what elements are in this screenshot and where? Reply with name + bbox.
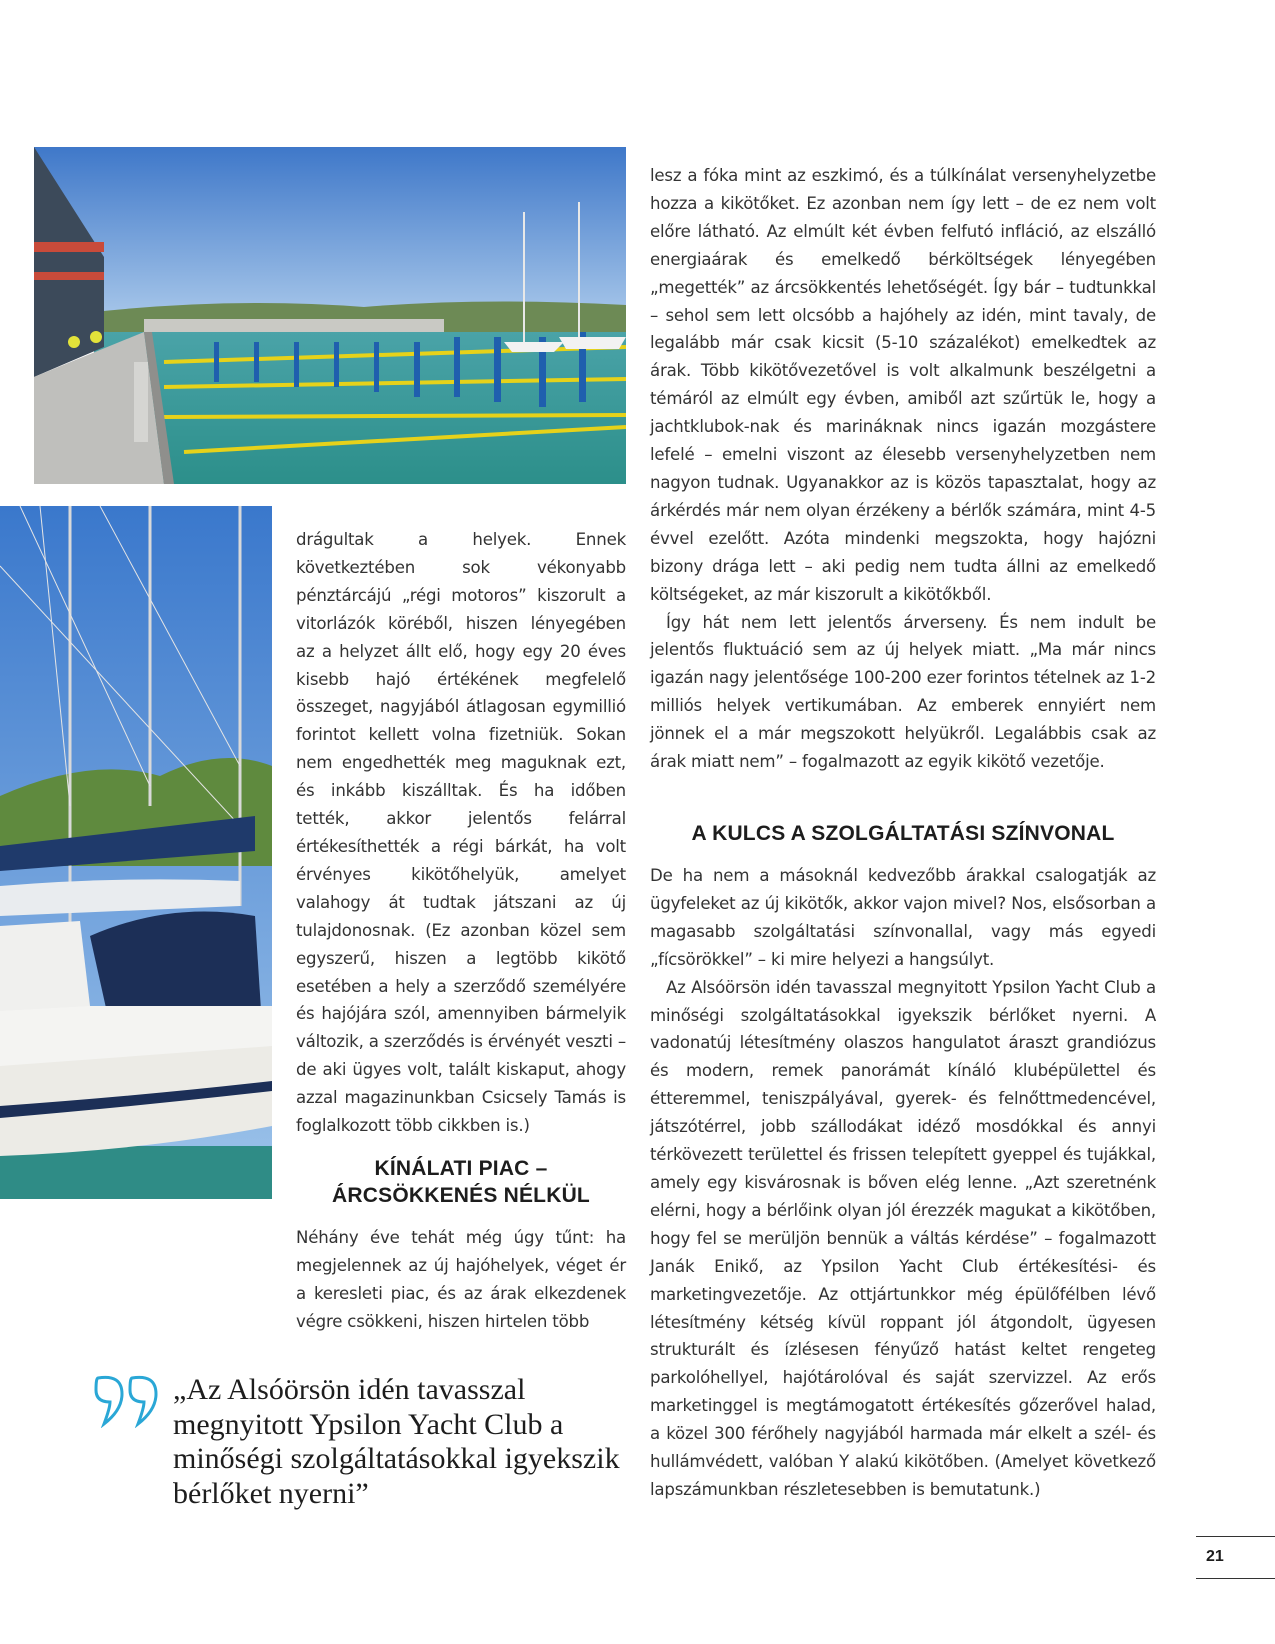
body-paragraph: De ha nem a másoknál kedvezőbb árakkal csalogatják az ügyfeleket az új kikötők, akkor vajon mivel? Nos, elsősorban a magasabb szolgáltatási színvonallal, vagy más egyedi „fícsörökkel” – ki mire helyezi a hangsúlyt.: [650, 866, 1156, 969]
heading-line: KÍNÁLATI PIAC –: [374, 1157, 548, 1180]
pull-quote: „Az Alsóörsön idén tavasszal megnyitott Ypsilon Yacht Club a minőségi szolgáltatásokkal igyekszik bérlőket nyerni”: [173, 1373, 620, 1510]
page-number-rule: [1196, 1578, 1275, 1579]
article-column-middle: [296, 526, 626, 1140]
marina-photo: [34, 147, 626, 484]
body-paragraph: Néhány éve tehát még úgy tűnt: ha megjelennek az új hajóhelyek, véget ér a keresleti piac, és az árak elkezdenek végre csökkeni, hiszen hirtelen több: [296, 1228, 626, 1331]
quote-mark-icon: [92, 1372, 164, 1428]
article-column-middle-lower: [296, 1224, 626, 1336]
page-number: 21: [1206, 1548, 1224, 1565]
body-paragraph: lesz a fóka mint az eszkimó, és a túlkínálat versenyhelyzetbe hozza a kikötőket. Ez azonban nem így lett – de ez nem volt előre látható. Az elmúlt két évben felfutó infláció, az elszálló energiaárak és emelkedő bérköltségek lényegében „megették” az árcsökkentés lehetőségét. Így bár – tudtunkkal – sehol sem lett olcsóbb a hajóhely az idén, mint tavaly, de legalább már csak kicsit (5-10 százalékot) emelkedtek az árak. Több kikötővezetővel is volt alkalmunk beszélgetni a témáról az elmúlt egy évben, amiből azt szűrtük le, hogy a jachtklubok-nak és marináknak nincs igazán mozgástere lefelé – emelni viszont az élesebb versenyhelyzetben nem nagyon tudnak. Ugyanakkor az is közös tapasztalat, hogy az árkérdés már nem olyan érzékeny a bérlők számára, mint 4-5 évvel ezelőtt. Azóta mindenki megszokta, hogy hajózni bizony drága lett – aki pedig nem tudta állni az emelkedő költségeket, az már kiszorult a kikötőkből.: [650, 166, 1156, 604]
body-paragraph: drágultak a helyek. Ennek következtében sok vékonyabb pénztárcájú „régi motoros” kiszorult a vitorlázók köréből, hiszen lényegében az a helyzet állt elő, hogy egy 20 éves kisebb hajó értékének megfelelő összeget, nagyjából átlagosan egymillió forintot kellett volna fizetniük. Sokan nem engedhették meg maguknak ezt, és inkább kiszálltak. És ha időben tették, akkor jelentős felárral értékesíthették a régi bárkát, ha volt érvényes kikötőhelyük, amelyet valahogy át tudtak játszani az új tulajdonosnak. (Ez azonban közel sem egyszerű, hiszen a legtöbb kikötő esetében a hely a szerződő személyére és hajójára szól, amennyiben bármelyik változik, a szerződés is érvényét veszti – de aki ügyes volt, talált kiskaput, ahogy azzal magazinunkban Csicsely Tamás is foglalkozott több cikkben is.): [296, 530, 626, 1136]
page-number-rule: [1196, 1536, 1275, 1537]
article-column-right-lower: [650, 862, 1156, 1504]
section-heading-szolgaltatasi-szinvonal: A KULCS A SZOLGÁLTATÁSI SZÍNVONAL: [691, 822, 1115, 845]
body-paragraph: Így hát nem lett jelentős árverseny. És nem indult be jelentős fluktuáció sem az új helyek miatt. „Ma már nincs igazán nagy jelentősége 100-200 ezer forintos tételnek az 1-2 milliós helyek vertikumában. Az emberek ennyiért nem jönnek el a már megszokott helyükről. Legalábbis csak az árak miatt nem” – fogalmazott az egyik kikötő vezetője.: [650, 612, 1156, 772]
body-paragraph: Az Alsóörsön idén tavasszal megnyitott Ypsilon Yacht Club a minőségi szolgáltatásokkal igyekszik bérlőket nyerni. A vadonatúj létesítmény olaszos hangulatot áraszt grandiózus és modern, remek panorámát kínáló klubépülettel és étteremmel, teniszpályával, gyerek- és felnőttmedencével, játszótérrel, jobb szállodákat idéző mosdókkal és annyi térkövezett területtel és frissen telepített gyeppel és tujákkal, amely egy kisvárosnak is bőven elég lenne. „Azt szeretnénk elérni, hogy a bérlőink olyan jól érezzék magukat a kikötőben, hogy fel se merüljön bennük a váltás kérdése” – fogalmazott Janák Enikő, az Ypsilon Yacht Club értékesítési- és marketingvezetője. Az ottjártunkkor még épülőfélben lévő létesítmény kétség kívül roppant jól átgondolt, ügyesen strukturált és ízlésesen fényűző hatást keltet rengeteg parkolóhellyel, hajótárolóval és saját szervizzel. Az erős marketinggel is megtámogatott értékesítés gőzerővel halad, a közel 300 férőhely nagyjából harmada már elkelt a szél- és hullámvédett, valóban Y alakú kikötőben. (Amelyet következő lapszámunkban részletesebben is bemutatunk.): [650, 977, 1156, 1499]
sailboats-photo: [0, 506, 272, 1199]
section-heading-kinalati-piac: [296, 1155, 626, 1209]
heading-line: ÁRCSÖKKENÉS NÉLKÜL: [332, 1184, 590, 1207]
article-column-right: [650, 162, 1156, 776]
